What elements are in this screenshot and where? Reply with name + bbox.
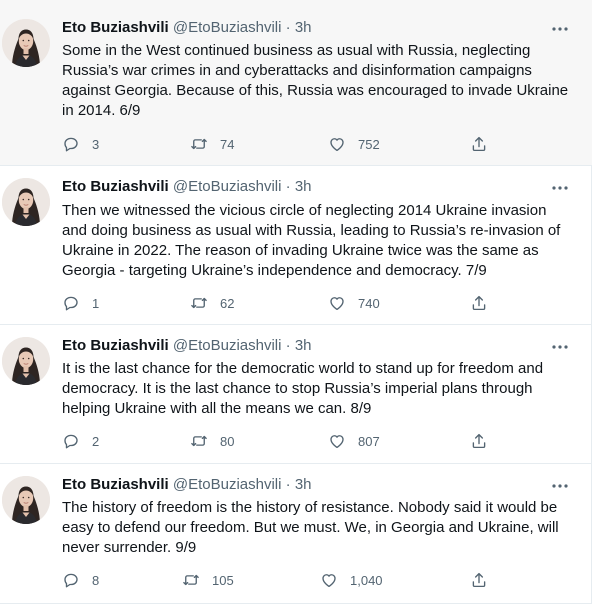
retweet-icon <box>182 571 200 589</box>
retweet-count: 105 <box>212 572 234 588</box>
share-button[interactable] <box>470 570 488 590</box>
heart-icon <box>328 135 346 153</box>
like-count: 807 <box>358 433 380 449</box>
reply-icon <box>62 571 80 589</box>
share-icon <box>470 571 488 589</box>
retweet-button[interactable] <box>182 570 234 590</box>
reply-count: 2 <box>92 433 100 449</box>
avatar[interactable] <box>2 337 50 385</box>
separator: · <box>285 178 291 195</box>
tweet-text <box>62 498 572 558</box>
timestamp[interactable]: 3h <box>294 19 312 36</box>
more-icon[interactable] <box>550 337 570 357</box>
share-icon <box>470 135 488 153</box>
author-name[interactable]: Eto Buziashvili <box>62 476 169 493</box>
reply-count: 1 <box>92 295 100 311</box>
tweet-header <box>62 337 312 354</box>
avatar[interactable] <box>2 178 50 226</box>
reply-count: 3 <box>92 136 100 152</box>
reply-icon <box>62 294 80 312</box>
retweet-count: 62 <box>220 295 235 311</box>
more-icon[interactable] <box>550 178 570 198</box>
like-button[interactable] <box>320 570 383 590</box>
heart-icon <box>328 432 346 450</box>
tweet-header <box>62 19 312 36</box>
tweet-text <box>62 41 572 121</box>
like-button[interactable] <box>328 134 380 154</box>
share-button[interactable] <box>470 134 488 154</box>
like-count: 752 <box>358 136 380 152</box>
retweet-count: 80 <box>220 433 235 449</box>
retweet-icon <box>190 294 208 312</box>
separator: · <box>285 19 291 36</box>
reply-icon <box>62 432 80 450</box>
author-name[interactable]: Eto Buziashvili <box>62 19 169 36</box>
reply-button[interactable] <box>62 431 99 451</box>
more-icon[interactable] <box>550 476 570 496</box>
tweet-text-line: Then we witnessed the vicious circle of neglecting 2014 Ukraine invasion <box>62 202 547 219</box>
tweet-text-line: easy to defend our freedom. But we must. We, in Georgia and Ukraine, will <box>62 519 559 536</box>
like-button[interactable] <box>328 431 380 451</box>
tweet-text-line: democracy. It is the last chance to stop Russia’s imperial plans through <box>62 380 533 397</box>
like-count: 740 <box>358 295 380 311</box>
tweet-text-line: Some in the West continued business as usual with Russia, neglecting <box>62 42 531 59</box>
action-bar <box>62 134 502 154</box>
retweet-icon <box>190 135 208 153</box>
more-icon[interactable] <box>550 19 570 39</box>
author-handle[interactable]: @EtoBuziashvili <box>172 178 282 195</box>
retweet-button[interactable] <box>190 134 234 154</box>
tweet-text-line: The history of freedom is the history of resistance. Nobody said it would be <box>62 499 558 516</box>
heart-icon <box>328 294 346 312</box>
retweet-icon <box>190 432 208 450</box>
timestamp[interactable]: 3h <box>294 476 312 493</box>
tweet-text-line: never surrender. 9/9 <box>62 539 197 556</box>
tweet-text-line: against Georgia. Because of this, Russia was encouraged to invade Ukraine <box>62 82 569 99</box>
timestamp[interactable]: 3h <box>294 178 312 195</box>
reply-icon <box>62 135 80 153</box>
tweet-text-line: and doing business as usual with Russia, leading to Russia’s re-invasion of <box>62 222 561 239</box>
avatar[interactable] <box>2 476 50 524</box>
action-bar <box>62 570 502 590</box>
tweet-text-line: Georgia - targeting Ukraine’s independence and democracy. 7/9 <box>62 262 487 279</box>
like-count: 1,040 <box>350 572 383 588</box>
tweet-header <box>62 178 312 195</box>
author-handle[interactable]: @EtoBuziashvili <box>172 19 282 36</box>
share-icon <box>470 294 488 312</box>
avatar[interactable] <box>2 19 50 67</box>
tweet[interactable] <box>0 0 592 166</box>
action-bar <box>62 431 502 451</box>
author-handle[interactable]: @EtoBuziashvili <box>172 476 282 493</box>
reply-button[interactable] <box>62 570 99 590</box>
reply-button[interactable] <box>62 134 99 154</box>
separator: · <box>285 337 291 354</box>
reply-button[interactable] <box>62 293 99 313</box>
separator: · <box>285 476 291 493</box>
tweet-text-line: It is the last chance for the democratic world to stand up for freedom and <box>62 360 544 377</box>
share-icon <box>470 432 488 450</box>
reply-count: 8 <box>92 572 100 588</box>
tweet-header <box>62 476 312 493</box>
like-button[interactable] <box>328 293 380 313</box>
tweet-text-line: helping Ukraine with all the means we can. 8/9 <box>62 400 372 417</box>
tweet[interactable] <box>0 166 592 325</box>
retweet-button[interactable] <box>190 293 234 313</box>
tweet-text-line: Ukraine in 2022. The reason of invading Ukraine twice was the same as <box>62 242 539 259</box>
author-name[interactable]: Eto Buziashvili <box>62 337 169 354</box>
retweet-count: 74 <box>220 136 235 152</box>
retweet-button[interactable] <box>190 431 234 451</box>
timestamp[interactable]: 3h <box>294 337 312 354</box>
tweet-text <box>62 201 572 281</box>
heart-icon <box>320 571 338 589</box>
action-bar <box>62 293 502 313</box>
tweet[interactable] <box>0 325 592 464</box>
share-button[interactable] <box>470 293 488 313</box>
author-handle[interactable]: @EtoBuziashvili <box>172 337 282 354</box>
tweet-text-line: in 2014. 6/9 <box>62 102 141 119</box>
tweet[interactable] <box>0 464 592 604</box>
author-name[interactable]: Eto Buziashvili <box>62 178 169 195</box>
tweet-text <box>62 359 572 419</box>
tweet-text-line: Russia’s war crimes in and cyberattacks and disinformation campaigns <box>62 62 532 79</box>
share-button[interactable] <box>470 431 488 451</box>
